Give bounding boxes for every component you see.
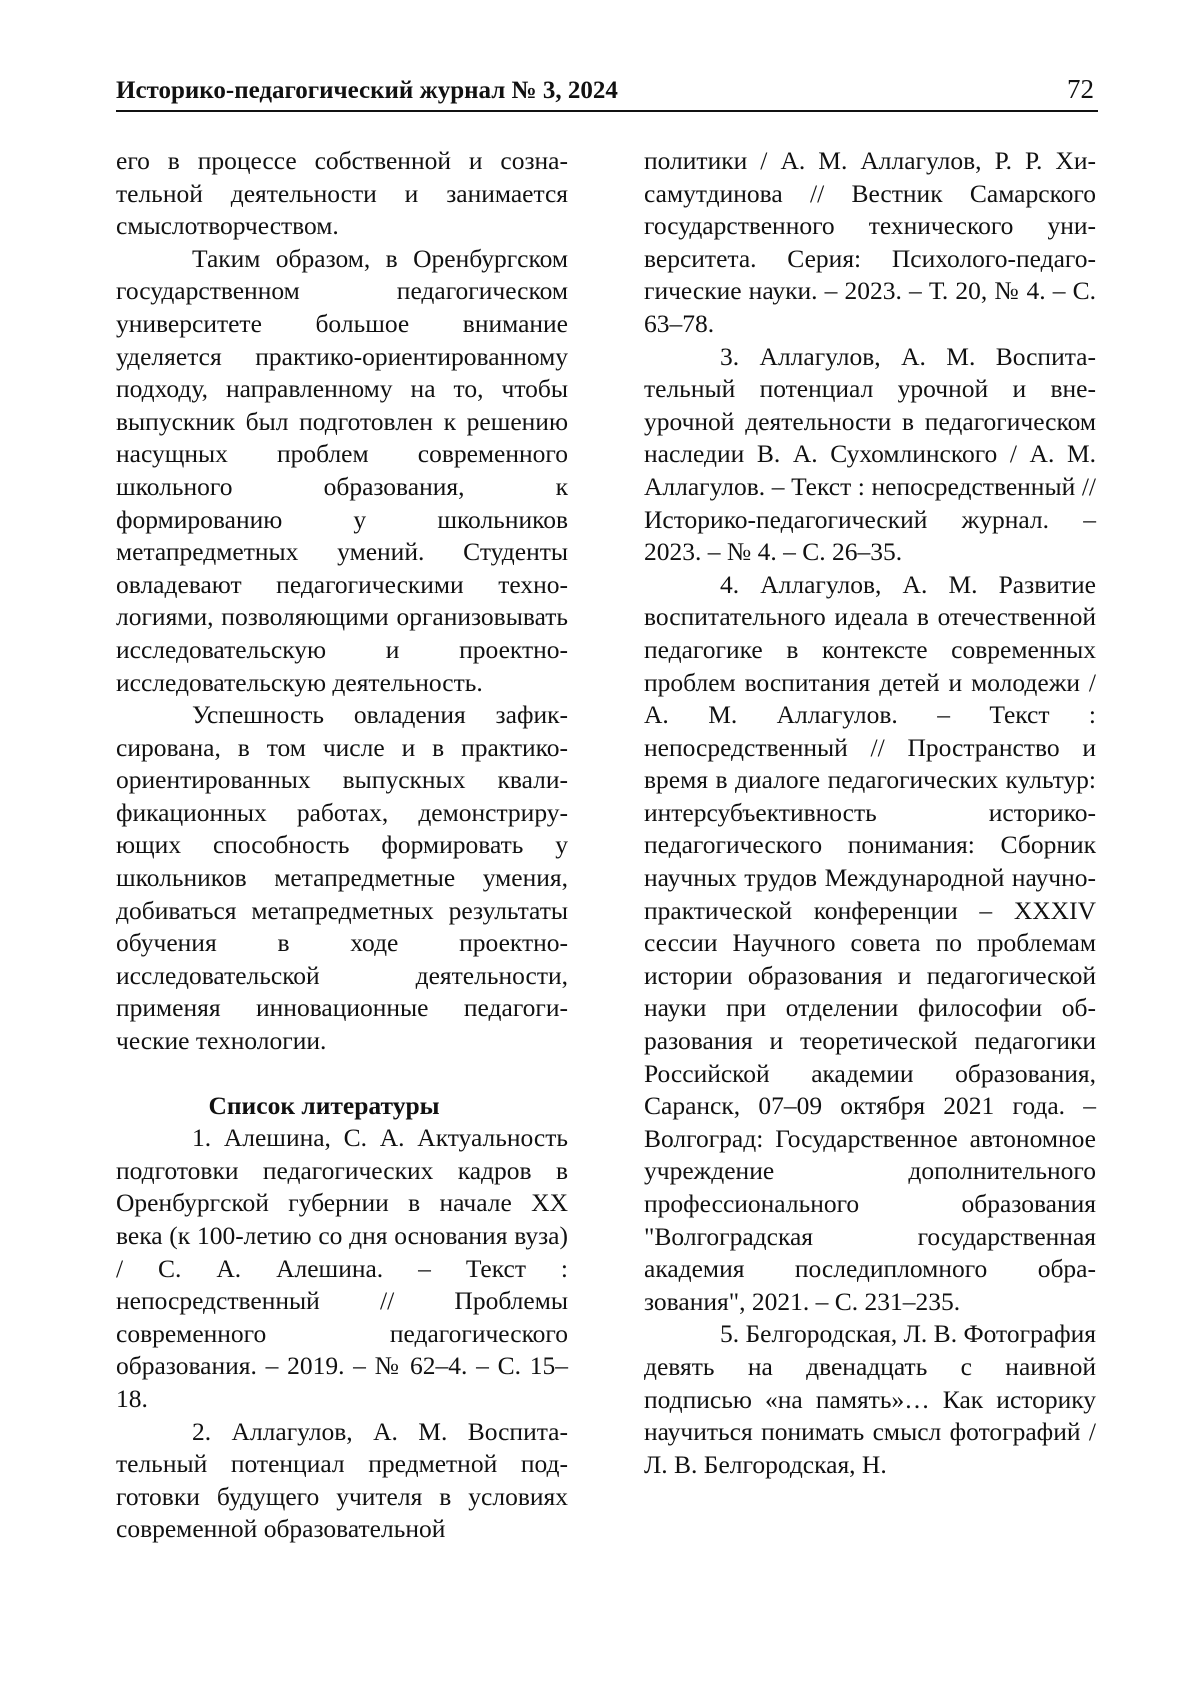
paragraph-1: его в процессе собственной и созна­тельной деятельности и занимается смыслотворчеством.: [116, 145, 568, 243]
reference-4: 4. Аллагулов, А. М. Развитие воспитательного идеала в отече­ственной педагогике в контексте со­временных проблем воспитания де­тей и молодежи / А. М. Аллагулов. – Текст : непосредственный // Про­странство и время в диалоге педаго­гических культур: интерсубъектив­ность историко-педагогического по­нимания: Сборник научных трудов Международной научно-практиче­ской конференции – XXXIV сессии Научного совета по проблемам исто­рии образования и педагогической науки при отделении философии об­разования и теоретической педаго­гики Российской академии образова­ния, Саранск, 07–09 октября 2021 года. – Волгоград: Государственное автономное учреждение дополни­тельного профессионального образо­вания "Волгоградская государствен­ная академия последипломного обра­зования", 2021. – С. 231–235.: [644, 569, 1096, 1319]
reference-2: 2. Аллагулов, А. М. Воспита­тельный потенциал предметной под­готовки будущего учителя в усло­виях современной образовательной: [116, 1416, 568, 1546]
paragraph-3: Успешность овладения зафик­сирована, в том числе и в практико-ориентированных выпускных квали­фикационных работах, демонстриру­ющих способность формировать у школьников метапредметные уме­ния, добиваться метапредметных ре­зультаты обучения в ходе проектно-исследовательской деятельности, применяя инновационные педагоги­ческие технологии.: [116, 699, 568, 1058]
reference-2-continued: политики / А. М. Аллагулов, Р. Р. Хи­самутдинова // Вестник Самарского государственного технического уни­верситета. Серия: Психолого-педаго­гические науки. – 2023. – Т. 20, № 4. – С. 63–78.: [644, 145, 1096, 341]
running-header: [116, 68, 1098, 112]
journal-title: Историко-педагогический журнал № 3, 2024: [116, 77, 618, 105]
reference-3: 3. Аллагулов, А. М. Воспита­тельный потенциал урочной и вне­урочной деятельности в педагогиче­ском наследии В. А. Сухомлинского / А. М. Аллагулов. – Текст : непосред­ственный // Историко-педагогиче­ский журнал. – 2023. – № 4. – С. 26–35.: [644, 341, 1096, 569]
page-number: 72: [1067, 74, 1094, 105]
left-column: [116, 145, 568, 1546]
references-heading: Список литературы: [116, 1090, 568, 1123]
reference-1: 1. Алешина, С. А. Актуаль­ность подготовки педагогических кадров в Оренбургской губернии в начале XX века (к 100-летию со дня основания вуза) / С. А. Алешина. – Текст : непосредственный // Про­блемы современного педагогиче­ского образования. – 2019. – № 62–4. – С. 15–18.: [116, 1122, 568, 1415]
reference-5: 5. Белгородская, Л. В. Фото­графия девять на двенадцать с наив­ной подписью «на память»… Как ис­торику научиться понимать смысл фотографий / Л. В. Белгородская, Н.: [644, 1318, 1096, 1481]
paragraph-2: Таким образом, в Оренбург­ском государственном педагогиче­ском университете большое внима­ние уделяется практико-ориентиро­ванному подходу, направленному на то, чтобы выпускник был подготов­лен к решению насущных проблем современного школьного образова­ния, к формированию у школьников метапредметных умений. Студенты овладевают педагогическими техно­логиями, позволяющими организо­вывать исследовательскую и про­ектно-исследовательскую деятель­ность.: [116, 243, 568, 699]
right-column: [644, 145, 1096, 1481]
